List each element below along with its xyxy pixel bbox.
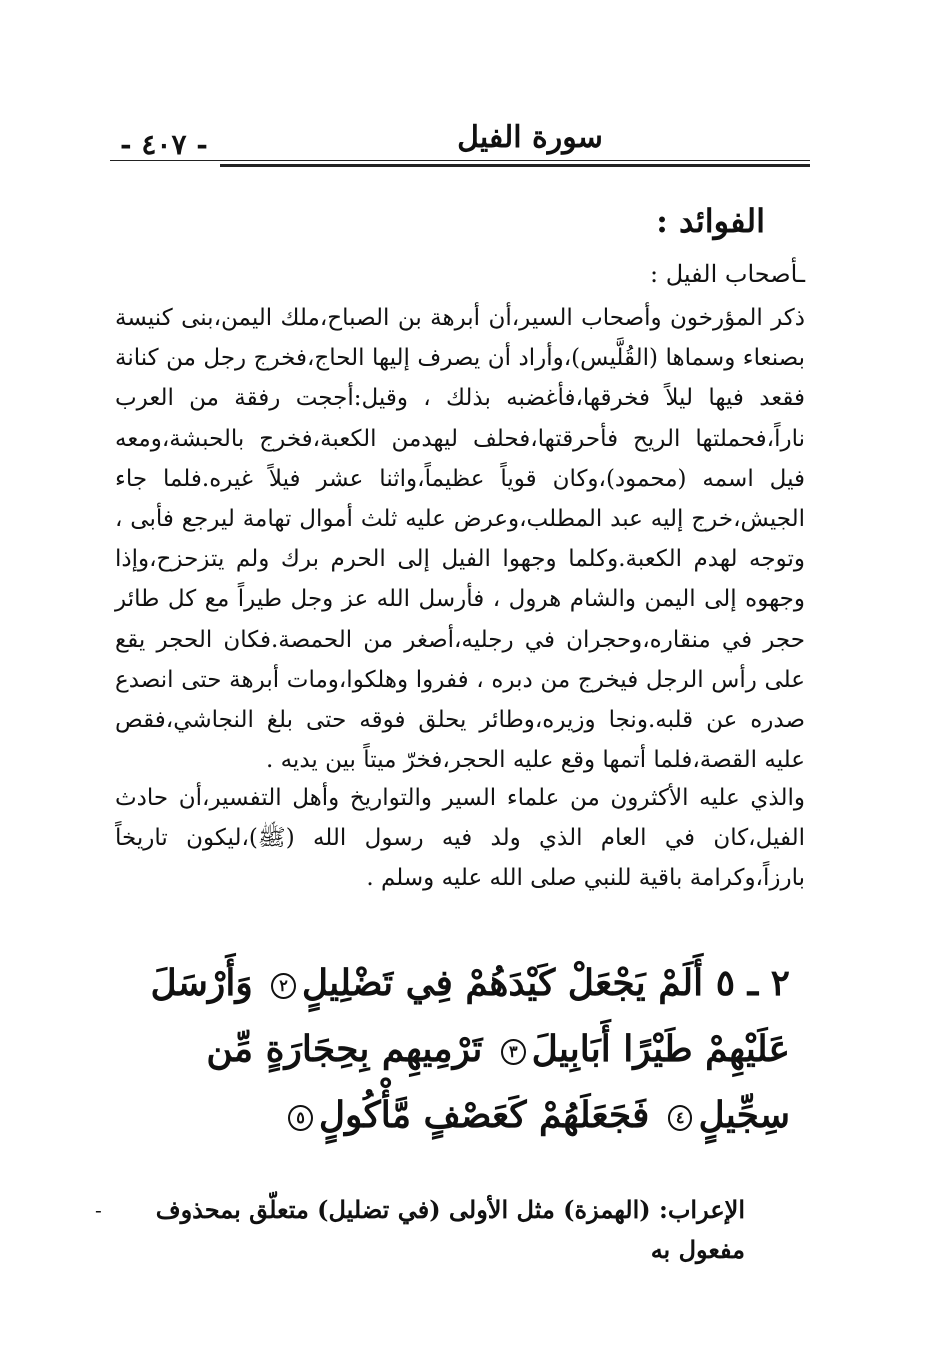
page-header — [110, 118, 830, 168]
ayah-number-mark: ٤ — [668, 1105, 693, 1131]
ayah-text: تَرْمِيهِم بِحِجَارَةٍ مِّن سِجِّيلٍ — [206, 1028, 790, 1136]
page-number: - ٤٠٧ - — [120, 128, 208, 161]
ayah-text: أَلَمْ يَجْعَلْ كَيْدَهُمْ فِي تَضْلِيلٍ — [301, 962, 704, 1004]
ayah-text: وَأَرْسَلَ عَلَيْهِمْ طَيْرًا أَبَابِيلَ — [150, 962, 790, 1070]
section-heading: الفوائد : — [656, 202, 765, 240]
ayah-number-mark: ٢ — [271, 973, 296, 999]
section-subheading: ـأصحاب الفيل : — [649, 260, 805, 288]
paragraph-2: والذي عليه الأكثرون من علماء السير والتواريخ وأهل التفسير،أن حادث الفيل،كان في العام الذي ولد فيه رسول الله (ﷺ)،ليكون تاريخاً بارزاً،وكرامة باقية للنبي صلى الله عليه وسلم . — [115, 785, 805, 892]
paragraph-1: ذكر المؤرخون وأصحاب السير،أن أبرهة بن الصباح،ملك اليمن،بنى كنيسة بصنعاء وسماها (القُلَّيس)،وأراد أن يصرف إليها الحاج،فخرج رجل من كنانة فقعد فيها ليلاً فخرقها،فأغضبه بذلك ، وقيل:أججت رفقة من العرب ناراً،فحملتها الريح فأحرقتها،فحلف ليهدمن الكعبة،فخرج بالحبشة،ومعه فيل اسمه (محمود)،وكان قوياً عظيماً،واثنا عشر فيلاً غيره.فلما جاء الجيش،خرج إليه عبد المطلب،وعرض عليه ثلث أموال تهامة ليرجع فأبى ، وتوجه لهدم الكعبة.وكلما وجهوا الفيل إلى الحرم برك ولم يتزحزح،وإذا وجهوه إلى اليمن والشام هرول ، فأرسل الله عز وجل طيراً مع كل طائر حجر في منقاره،وحجران في رجليه،أصغر من الحمصة.فكان الحجر يقع على رأس الرجل فيخرج من دبره ، ففروا وهلكوا،ومات أبرهة حتى انصدع صدره عن قلبه.ونجا وزيره،وطائر يحلق فوقه حتى بلغ النجاشي،فقص عليه القصة،فلما أتمها وقع عليه الحجر،فخرّ ميتاً بين يديه . — [115, 305, 806, 774]
ayah-text: فَجَعَلَهُمْ كَعَصْفٍ مَّأْكُولٍ — [318, 1094, 650, 1136]
running-title: سورة الفيل — [457, 120, 603, 155]
irab-line — [125, 1190, 745, 1270]
header-rule-thick — [220, 164, 810, 167]
ayah-number-mark: ٥ — [288, 1105, 313, 1131]
ayah-number-mark: ٣ — [501, 1039, 526, 1065]
header-rule — [110, 160, 810, 161]
verse-number: ٢ ـ ٥ — [715, 962, 790, 1004]
continuation-mark: - — [95, 1198, 102, 1222]
quran-verse — [130, 950, 790, 1148]
irab-label: الإعراب: — [658, 1195, 745, 1224]
irab-text: (الهمزة) مثل الأولى (في تضليل) متعلّق بمحذوف مفعول به — [155, 1195, 745, 1264]
